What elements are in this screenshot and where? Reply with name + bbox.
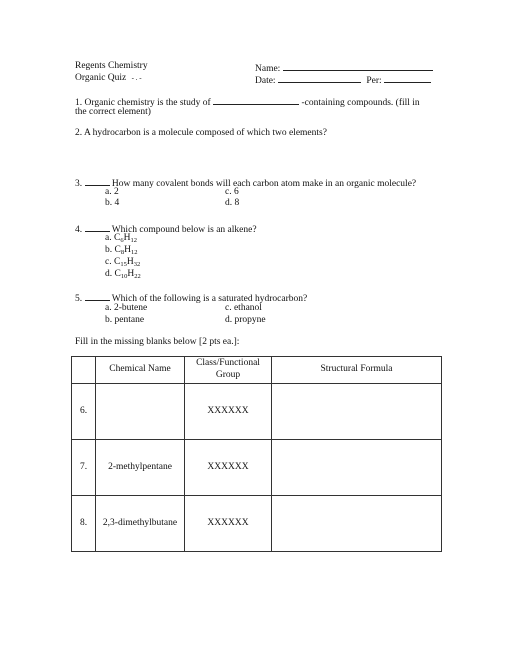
question-1-text-a: 1. Organic chemistry is the study of: [75, 98, 211, 108]
table-row: [72, 384, 442, 440]
date-label: Date:: [255, 76, 276, 86]
question-2: 2. A hydrocarbon is a molecule composed of which two elements?: [75, 128, 327, 138]
option-label: c.: [105, 257, 112, 267]
question-1-line-2: the correct element): [75, 107, 151, 117]
table-row: [72, 496, 442, 552]
subscript: 6: [120, 237, 124, 244]
name-field[interactable]: [283, 61, 433, 71]
fill-instruction: Fill in the missing blanks below [2 pts ea.]:: [75, 337, 240, 347]
date-field[interactable]: [278, 73, 361, 83]
question-3-text: How many covalent bonds will each carbon atom make in an organic molecule?: [111, 179, 417, 189]
subscript: 12: [130, 249, 138, 256]
question-5-text: Which of the following is a saturated hydrocarbon?: [111, 294, 308, 304]
structural-formula-input[interactable]: [272, 440, 442, 496]
date-row: [255, 73, 431, 87]
question-3-option-b: b. 4: [105, 198, 120, 208]
structural-formula-input[interactable]: [272, 496, 442, 552]
header-class-group: Class/Functional Group: [185, 357, 272, 384]
row-number: 8.: [72, 496, 96, 552]
quiz-mark: - . -: [131, 74, 142, 82]
quiz-title-text: Organic Quiz: [75, 73, 127, 83]
question-5-option-a: a. 2-butene: [105, 303, 148, 313]
chemical-name-input[interactable]: [96, 384, 185, 440]
question-1-text-b: -containing compounds. (fill in: [301, 98, 420, 108]
class-group-cell: XXXXXX: [185, 496, 272, 552]
subscript: 10: [120, 273, 128, 280]
element-symbol: C: [113, 257, 121, 267]
header-number-cell: [72, 357, 96, 384]
subscript: 12: [130, 237, 137, 244]
option-label: b.: [105, 245, 113, 255]
question-3-option-c: c. 6: [225, 187, 239, 197]
class-group-cell: XXXXXX: [185, 440, 272, 496]
question-4: [75, 222, 257, 236]
chemical-name-cell: 2,3-dimethylbutane: [96, 496, 185, 552]
option-label: d.: [105, 269, 113, 279]
subscript: 22: [134, 273, 141, 280]
per-label: Per:: [366, 76, 382, 86]
question-5-number: 5.: [75, 294, 83, 304]
chemical-name-cell: 2-methylpentane: [96, 440, 185, 496]
question-5-option-c: c. ethanol: [225, 303, 262, 313]
answer-table: [71, 356, 442, 552]
subscript: 8: [120, 249, 125, 256]
question-4-answer-blank[interactable]: [85, 222, 110, 232]
element-symbol: H: [127, 269, 135, 279]
table-row: [72, 440, 442, 496]
question-5-answer-blank[interactable]: [85, 291, 110, 301]
question-5-option-b: b. pentane: [105, 315, 145, 325]
table-header-row: [72, 357, 442, 384]
subscript: 32: [133, 261, 141, 268]
question-4-option-b: [105, 245, 137, 256]
element-symbol: H: [123, 233, 131, 243]
course-title: Regents Chemistry: [75, 61, 148, 71]
question-3-number: 3.: [75, 179, 83, 189]
element-symbol: C: [114, 245, 121, 255]
quiz-title: [75, 73, 142, 84]
element-symbol: C: [114, 269, 121, 279]
element-symbol: H: [126, 257, 134, 267]
header-structural-formula: Structural Formula: [272, 357, 442, 384]
subscript: 15: [120, 261, 127, 268]
question-3-option-a: a. 2: [105, 187, 119, 197]
element-symbol: C: [113, 233, 121, 243]
question-3-answer-blank[interactable]: [85, 176, 110, 186]
structural-formula-input[interactable]: [272, 384, 442, 440]
name-label: Name:: [255, 64, 281, 74]
question-4-option-a: [105, 233, 137, 244]
question-3-option-d: d. 8: [225, 198, 240, 208]
per-field[interactable]: [384, 73, 431, 83]
question-4-number: 4.: [75, 225, 83, 235]
question-4-text: Which compound below is an alkene?: [111, 225, 257, 235]
question-5-option-d: d. propyne: [225, 315, 266, 325]
header-chemical-name: Chemical Name: [96, 357, 185, 384]
question-4-option-d: [105, 269, 141, 280]
question-1-blank[interactable]: [213, 95, 299, 105]
option-label: a.: [105, 233, 112, 243]
question-3: [75, 176, 416, 190]
row-number: 7.: [72, 440, 96, 496]
question-4-option-c: [105, 257, 140, 268]
row-number: 6.: [72, 384, 96, 440]
class-group-cell: XXXXXX: [185, 384, 272, 440]
element-symbol: H: [124, 245, 131, 255]
